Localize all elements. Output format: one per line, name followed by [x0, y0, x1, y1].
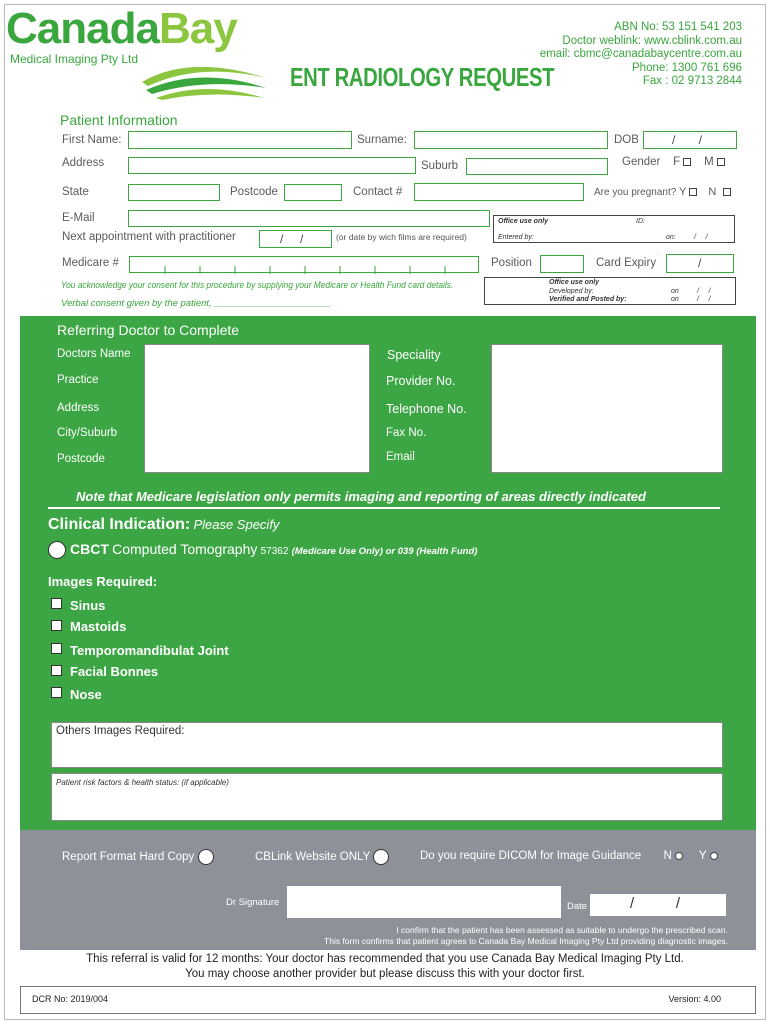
address-label: Address	[62, 157, 105, 169]
gender-label	[622, 156, 725, 168]
images-required-title: Images Required:	[48, 574, 158, 589]
cblink-label: CBLink Website ONLY	[255, 851, 371, 864]
validity-text-1: This referral is valid for 12 months: Your doctor has recommended that you use Canada Bay Medical Imaging Pty Ltd.	[86, 953, 684, 965]
consent-text: You acknowledge your consent for this procedure by supplying your Medicare or Health Fund card details.	[61, 280, 454, 291]
abn: ABN No: 53 151 541 203	[614, 21, 742, 33]
state-input[interactable]	[128, 184, 220, 201]
position-label: Position	[491, 257, 532, 269]
referring-section	[20, 316, 756, 830]
card-expiry-input[interactable]	[666, 254, 734, 273]
verified-on: on	[671, 296, 679, 303]
version: Version: 4.00	[668, 994, 721, 1004]
surname-input[interactable]	[414, 131, 608, 149]
gender-f-text: F	[673, 156, 681, 168]
office-use-label-2: Office use only	[549, 279, 600, 286]
clinical-title: Clinical Indication:	[48, 516, 191, 533]
medicare-label: Medicare #	[62, 257, 119, 269]
contact-label: Contact #	[353, 186, 403, 198]
ref-fax-label: Fax No.	[386, 427, 427, 439]
sinus-label: Sinus	[70, 598, 106, 613]
ref-postcode-label: Postcode	[57, 453, 105, 465]
first-name-input[interactable]	[128, 131, 352, 149]
contact-block	[540, 21, 742, 89]
dicom-label: Do you require DICOM for Image Guidance	[420, 850, 642, 862]
next-appt-input[interactable]	[259, 230, 332, 248]
surname-label: Surname:	[357, 134, 407, 146]
risk-factors-input[interactable]	[51, 773, 723, 821]
pregnant-yes-text: Y	[679, 186, 687, 198]
logo-canada: Canada	[6, 4, 159, 53]
date-label: Date	[567, 901, 588, 912]
nose-checkbox[interactable]	[51, 687, 62, 698]
office-use-label: Office use only	[498, 218, 549, 225]
facial-bones-checkbox[interactable]	[51, 665, 62, 676]
next-appt-label: Next appointment with practitioner	[62, 231, 236, 243]
postcode-label: Postcode	[230, 186, 278, 198]
dicom-yes-text: Y	[698, 850, 707, 862]
date-separator: / /	[630, 895, 681, 912]
doctors-name-label: Doctors Name	[57, 348, 131, 360]
ref-address-label: Address	[57, 402, 100, 414]
dcr-number: DCR No: 2019/004	[32, 994, 109, 1004]
confirm-text-2: This form confirms that patient agrees to Canada Bay Medical Imaging Pty Ltd providing diagnostic images.	[324, 936, 728, 946]
mastoids-label: Mastoids	[70, 619, 127, 634]
clinical-indication	[48, 516, 279, 534]
section-divider	[48, 507, 720, 509]
weblink[interactable]: Doctor weblink: www.cblink.com.au	[562, 34, 742, 47]
patient-section-title: Patient Information	[60, 112, 178, 128]
clinical-subtitle: Please Specify	[193, 517, 280, 532]
first-name-label: First Name:	[62, 134, 122, 146]
logo	[6, 4, 237, 54]
tmj-checkbox[interactable]	[51, 643, 62, 654]
cblink-radio[interactable]	[373, 849, 389, 865]
position-input[interactable]	[540, 255, 584, 273]
ref-email-label: Email	[386, 451, 415, 463]
gender-m-text: M	[704, 156, 714, 168]
telephone-label: Telephone No.	[386, 402, 467, 416]
appt-note: (or date by wich films are required)	[336, 232, 467, 242]
pregnant-label	[594, 186, 731, 198]
email-label: E-Mail	[62, 212, 95, 224]
mastoids-checkbox[interactable]	[51, 620, 62, 631]
verified-by-label: Verified and Posted by:	[549, 296, 627, 303]
practice-label: Practice	[57, 374, 99, 386]
referring-title: Referring Doctor to Complete	[57, 322, 240, 338]
others-images-label: Others Images Required:	[56, 725, 185, 737]
office-id-label: ID:	[636, 218, 645, 225]
contact-input[interactable]	[414, 183, 584, 201]
dicom-yes-radio[interactable]	[710, 852, 718, 860]
dob-label: DOB	[614, 134, 639, 146]
header-email[interactable]: email: cbmc@canadabaycentre.com.au	[539, 48, 742, 61]
dicom-no-text: N	[663, 850, 672, 862]
pregnant-no-checkbox[interactable]	[723, 188, 731, 196]
facial-bones-label: Facial Bonnes	[70, 664, 159, 679]
provider-details-input[interactable]	[491, 344, 723, 473]
pregnant-no-text: N	[708, 186, 717, 198]
verified-date: / /	[697, 296, 711, 303]
nose-label: Nose	[70, 687, 102, 702]
address-input[interactable]	[128, 157, 416, 174]
signature-input[interactable]	[287, 886, 561, 918]
logo-bay: Bay	[158, 4, 237, 53]
entered-by-label: Entered by:	[498, 234, 534, 241]
developed-on: on	[671, 288, 679, 295]
validity-text-2: You may choose another provider but please discuss this with your doctor first.	[185, 968, 585, 980]
card-expiry-label: Card Expiry	[596, 257, 657, 269]
pregnant-text: Are you pregnant?	[594, 187, 677, 198]
dicom-no-radio[interactable]	[675, 852, 683, 860]
doctor-details-input[interactable]	[144, 344, 370, 473]
dob-input[interactable]	[643, 131, 737, 149]
cbct-text: Computed Tomography	[112, 541, 258, 557]
state-label: State	[62, 186, 89, 198]
cblink-option	[255, 849, 389, 865]
cbct-code: 57362	[260, 546, 289, 557]
gender-f-checkbox[interactable]	[683, 158, 691, 166]
signature-label: Dr Signature	[226, 897, 280, 908]
entered-on-label: on:	[666, 234, 676, 241]
report-section	[20, 830, 756, 950]
pregnant-yes-checkbox[interactable]	[689, 188, 697, 196]
suburb-label: Suburb	[421, 160, 459, 172]
email-input[interactable]	[128, 210, 490, 227]
suburb-input[interactable]	[466, 158, 608, 175]
sinus-checkbox[interactable]	[51, 598, 62, 609]
form-title: ENT RADIOLOGY REQUEST	[290, 62, 555, 92]
dicom-option	[420, 850, 718, 862]
others-images-input[interactable]	[51, 722, 723, 768]
entered-date: / /	[694, 234, 708, 241]
company-name: Medical Imaging Pty Ltd	[10, 52, 139, 66]
verbal-consent: Verbal consent given by the patient, ______________________	[61, 298, 331, 309]
card-expiry-separator: /	[698, 256, 702, 270]
city-label: City/Suburb	[57, 427, 118, 439]
cbct-line	[70, 541, 477, 557]
cbct-note: (Medicare Use Only) or 039 (Health Fund)	[291, 546, 478, 557]
cbct-radio[interactable]	[48, 541, 66, 559]
header-phone: Phone: 1300 761 696	[632, 61, 742, 74]
office-use-box-2	[484, 277, 736, 305]
postcode-input[interactable]	[284, 184, 342, 201]
next-appt-separator: / /	[280, 232, 304, 246]
tmj-label: Temporomandibulat Joint	[70, 643, 229, 658]
cbct-bold: CBCT	[70, 541, 109, 557]
footer-box	[20, 986, 756, 1014]
logo-swoosh-icon	[140, 56, 270, 102]
developed-date: / /	[697, 288, 711, 295]
risk-factors-label: Patient risk factors & health status: (if applicable)	[56, 778, 229, 787]
gender-text: Gender	[622, 156, 661, 168]
developed-by-label: Developed by:	[549, 288, 594, 295]
hard-copy-label: Report Format Hard Copy	[62, 851, 195, 864]
date-input[interactable]	[590, 894, 726, 916]
speciality-label: Speciality	[387, 348, 441, 362]
hard-copy-radio[interactable]	[198, 849, 214, 865]
dob-separator: / /	[672, 133, 703, 147]
header-fax: Fax : 02 9713 2844	[642, 75, 742, 88]
gender-m-checkbox[interactable]	[717, 158, 725, 166]
medicare-digit-ticks	[129, 266, 479, 274]
medicare-note: Note that Medicare legislation only permits imaging and reporting of areas directly indicated	[76, 489, 646, 504]
provider-no-label: Provider No.	[386, 374, 456, 388]
office-use-box	[493, 215, 735, 243]
hard-copy-option	[62, 849, 214, 865]
confirm-text-1: I confirm that the patient has been assessed as suitable to undergo the prescribed scan.	[396, 925, 728, 935]
